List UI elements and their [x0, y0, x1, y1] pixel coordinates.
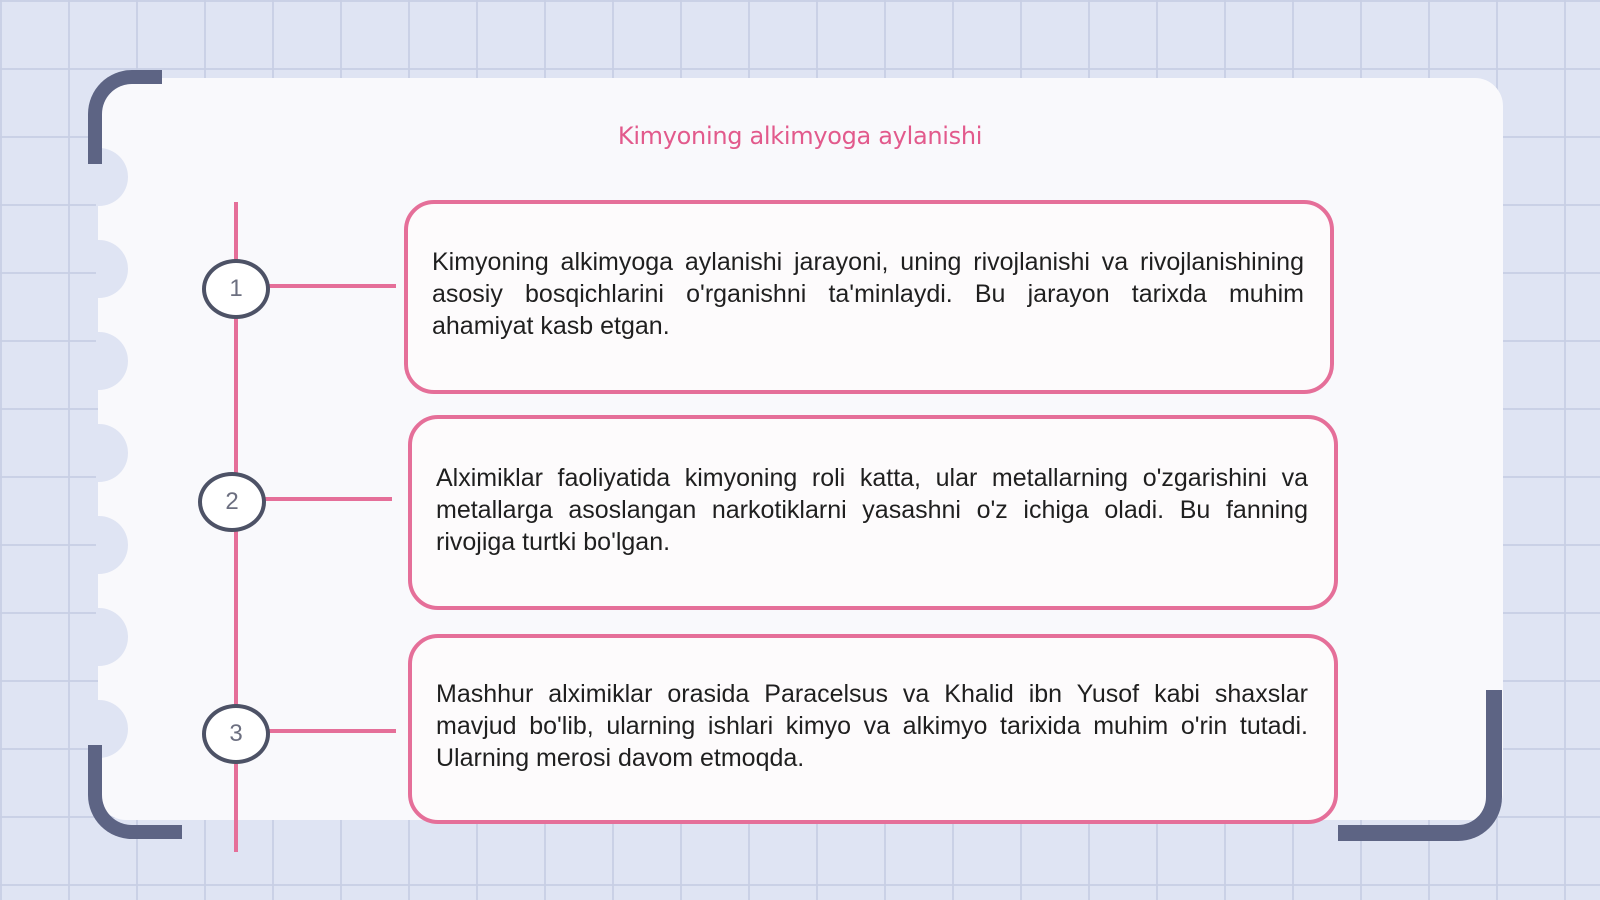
timeline-node-3: 3 — [202, 704, 270, 764]
timeline-connector — [268, 284, 396, 288]
timeline-node-1: 1 — [202, 259, 270, 319]
timeline-connector — [268, 729, 396, 733]
frame-corner-bottom-right — [1338, 690, 1502, 841]
timeline-node-2: 2 — [198, 472, 266, 532]
timeline-card-2 — [408, 415, 1338, 610]
slide-title: Kimyoning alkimyoga aylanishi — [617, 122, 983, 150]
timeline-card-text: Kimyoning alkimyoga aylanishi jarayoni, uning rivojlanishi va rivojlanishining asosiy bosqichlarini o'rganishni ta'minlaydi. Bu jarayon tarixda muhim ahamiyat kasb etgan. — [432, 248, 1304, 340]
timeline-connector — [264, 497, 392, 501]
timeline-card-1 — [404, 200, 1334, 394]
frame-corner-bottom-left — [88, 745, 182, 839]
timeline-card-text: Mashhur alximiklar orasida Paracelsus va Khalid ibn Yusof kabi shaxslar mavjud bo'lib, ularning ishlari kimyo va alkimyo tarixida muhim o'rin tutadi. Ularning merosi davom etmoqda. — [436, 680, 1308, 772]
timeline-card-3 — [408, 634, 1338, 824]
timeline-card-text: Alximiklar faoliyatida kimyoning roli katta, ular metallarning o'zgarishini va metallarga asoslangan narkotiklarni yasashni o'z ichiga oladi. Bu fanning rivojiga turtki bo'lgan. — [436, 463, 1308, 556]
